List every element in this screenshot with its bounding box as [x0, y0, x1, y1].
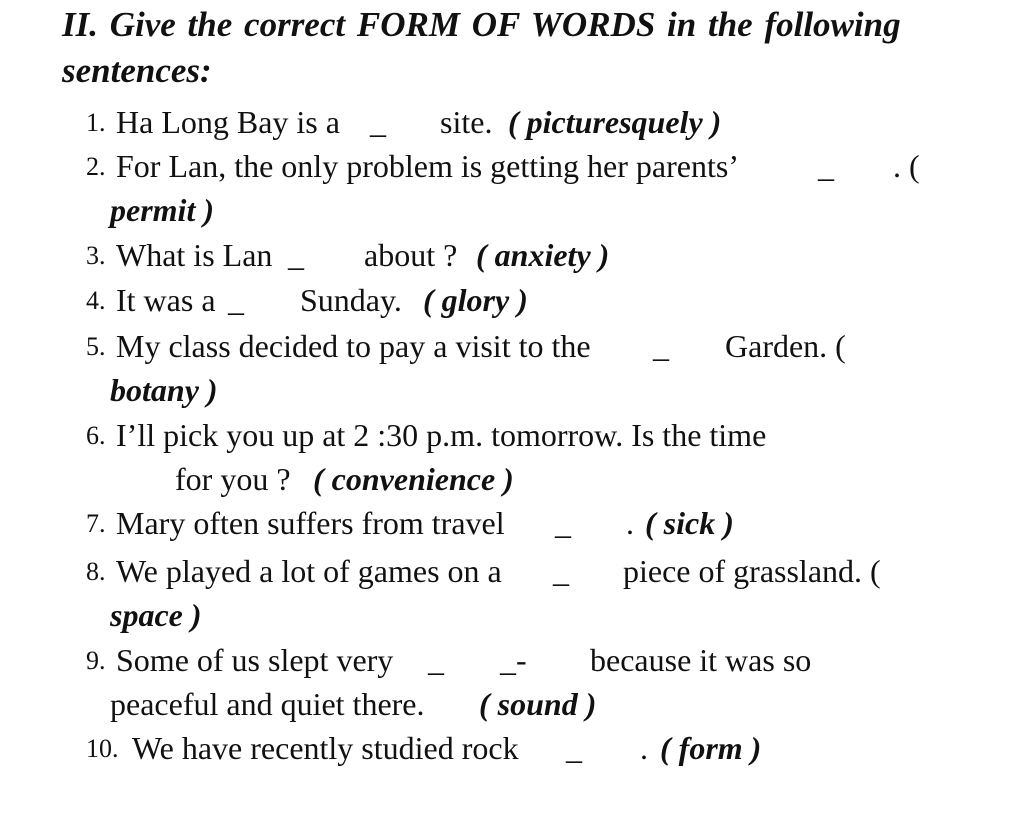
item-text: because it was so	[590, 642, 812, 678]
word-hint: ( form )	[660, 730, 762, 766]
word-hint: ( glory )	[423, 282, 528, 318]
item-number: 10.	[86, 734, 119, 763]
word-hint: ( convenience )	[313, 461, 514, 497]
item-text: Sunday.	[300, 282, 402, 318]
item-text: piece of grassland. (	[623, 553, 881, 589]
heading-line-2: sentences:	[62, 51, 212, 90]
item-text: I’ll pick you up at 2 :30 p.m. tomorrow. Is the time	[116, 417, 767, 453]
answer-blank: _	[370, 104, 386, 140]
item-text: Ha Long Bay is a	[116, 104, 340, 140]
answer-blank: _	[566, 730, 582, 766]
word-hint: ( sick )	[645, 505, 734, 541]
answer-blank: _	[288, 237, 304, 273]
item-number: 9.	[86, 646, 106, 675]
item-number: 1.	[86, 108, 106, 137]
item-text: .	[626, 505, 634, 541]
answer-blank: _	[653, 328, 669, 364]
answer-blank: _	[553, 553, 569, 589]
item-text: for you ?	[175, 461, 291, 497]
item-text: For Lan, the only problem is getting her parents’	[116, 148, 739, 184]
word-hint: ( picturesquely )	[508, 104, 722, 140]
item-text: We have recently studied rock	[132, 730, 519, 766]
item-text: . (	[893, 148, 920, 184]
item-text: about ?	[364, 237, 458, 273]
item-number: 7.	[86, 509, 106, 538]
word-hint: ( sound )	[479, 686, 597, 722]
word-hint: botany )	[110, 372, 218, 408]
answer-blank: _	[228, 282, 244, 318]
item-text: site.	[440, 104, 493, 140]
answer-blank: _	[428, 642, 444, 678]
item-number: 6.	[86, 421, 106, 450]
item-text: .	[640, 730, 648, 766]
item-number: 4.	[86, 286, 106, 315]
word-hint: ( anxiety )	[476, 237, 610, 273]
item-number: 2.	[86, 152, 106, 181]
item-text: Mary often suffers from travel	[116, 505, 505, 541]
item-number: 3.	[86, 241, 106, 270]
item-text: My class decided to pay a visit to the	[116, 328, 591, 364]
item-text: peaceful and quiet there.	[110, 686, 425, 722]
answer-blank: _	[555, 505, 571, 541]
item-text: It was a	[116, 282, 216, 318]
item-text: We played a lot of games on a	[116, 553, 502, 589]
item-text: What is Lan	[116, 237, 273, 273]
heading-line-1: II. Give the correct FORM OF WORDS in the following	[62, 5, 901, 44]
answer-blank: _	[818, 148, 834, 184]
item-number: 5.	[86, 332, 106, 361]
answer-blank: _-	[500, 642, 527, 678]
item-number: 8.	[86, 557, 106, 586]
word-hint: space )	[110, 597, 202, 633]
exercise-heading	[62, 2, 982, 94]
item-text: Garden. (	[725, 328, 846, 364]
item-text: Some of us slept very	[116, 642, 394, 678]
word-hint: permit )	[110, 192, 214, 228]
